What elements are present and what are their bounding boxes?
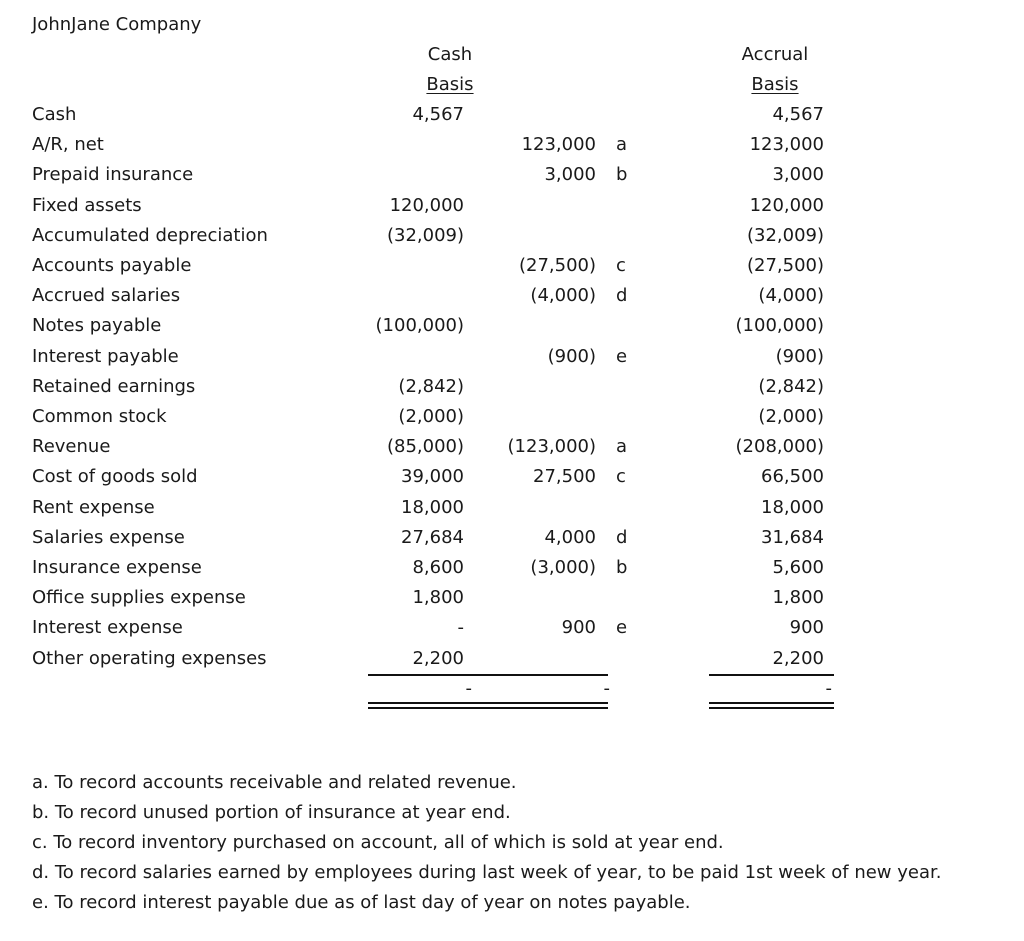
account-label: Interest expense — [32, 617, 183, 638]
accrual-basis-header-1: Accrual — [741, 44, 809, 65]
account-label: Retained earnings — [32, 376, 196, 397]
account-label: Revenue — [32, 436, 111, 457]
adjustment-ref: a — [616, 436, 628, 457]
note-d: d. To record salaries earned by employees during last week of year, to be paid 1st week of new year. — [32, 862, 942, 883]
cash-basis-value: (2,000) — [398, 406, 464, 427]
account-label: Rent expense — [32, 497, 155, 518]
accrual-basis-value: 2,200 — [772, 648, 824, 669]
cash-basis-value: - — [457, 617, 464, 638]
account-label: Accumulated depreciation — [32, 225, 268, 246]
cash-basis-value: (2,842) — [398, 376, 464, 397]
accrual-basis-value: (208,000) — [735, 436, 824, 457]
account-label: Cost of goods sold — [32, 466, 198, 487]
adjustment-ref: d — [616, 527, 628, 548]
adjustment-value: (27,500) — [518, 255, 596, 276]
double-rule-bottom — [368, 707, 608, 709]
adjustment-value: 27,500 — [533, 466, 596, 487]
account-label: Cash — [32, 104, 77, 125]
account-label: Other operating expenses — [32, 648, 267, 669]
note-c: c. To record inventory purchased on account, all of which is sold at year end. — [32, 832, 724, 853]
accrual-double-rule-top — [709, 702, 834, 704]
cash-basis-value: 8,600 — [412, 557, 464, 578]
account-label: Office supplies expense — [32, 587, 246, 608]
cash-basis-value: (32,009) — [386, 225, 464, 246]
accrual-basis-value: (32,009) — [746, 225, 824, 246]
accrual-basis-value: (4,000) — [758, 285, 824, 306]
cash-basis-value: 27,684 — [401, 527, 464, 548]
accrual-basis-value: 3,000 — [772, 164, 824, 185]
account-label: A/R, net — [32, 134, 104, 155]
accrual-basis-value: 66,500 — [761, 466, 824, 487]
adjustment-ref: b — [616, 164, 628, 185]
adjustment-value: 3,000 — [544, 164, 596, 185]
account-label: Prepaid insurance — [32, 164, 194, 185]
note-e: e. To record interest payable due as of last day of year on notes payable. — [32, 892, 691, 913]
account-label: Fixed assets — [32, 195, 142, 216]
adjustment-value: (3,000) — [530, 557, 596, 578]
account-label: Accrued salaries — [32, 285, 181, 306]
adjustment-ref: c — [616, 255, 626, 276]
account-label: Common stock — [32, 406, 167, 427]
accrual-basis-value: 123,000 — [749, 134, 824, 155]
double-rule-top — [368, 702, 608, 704]
note-b: b. To record unused portion of insurance at year end. — [32, 802, 511, 823]
cash-basis-value: 18,000 — [401, 497, 464, 518]
accrual-basis-value: (2,842) — [758, 376, 824, 397]
adjustment-ref: c — [616, 466, 626, 487]
accrual-basis-value: 31,684 — [761, 527, 824, 548]
account-label: Insurance expense — [32, 557, 202, 578]
cash-basis-value: 39,000 — [401, 466, 464, 487]
adjustment-ref: e — [616, 346, 628, 367]
company-title: JohnJane Company — [32, 14, 202, 35]
accrual-basis-value: 120,000 — [749, 195, 824, 216]
accrual-basis-value: 5,600 — [772, 557, 824, 578]
cash-basis-value: 120,000 — [389, 195, 464, 216]
cash-basis-value: 1,800 — [412, 587, 464, 608]
note-a: a. To record accounts receivable and related revenue. — [32, 772, 517, 793]
account-label: Interest payable — [32, 346, 179, 367]
accrual-basis-value: (900) — [775, 346, 824, 367]
adjustment-ref: b — [616, 557, 628, 578]
subtotal-rule — [368, 674, 608, 676]
adj-total: - — [603, 678, 610, 699]
accrual-double-rule-bottom — [709, 707, 834, 709]
account-label: Accounts payable — [32, 255, 192, 276]
account-label: Notes payable — [32, 315, 162, 336]
adjustment-value: 123,000 — [521, 134, 596, 155]
accrual-basis-value: (100,000) — [735, 315, 824, 336]
accrual-basis-value: 4,567 — [772, 104, 824, 125]
accrual-basis-header-2: Basis — [751, 74, 799, 95]
cash-total: - — [465, 678, 472, 699]
cash-basis-value: 2,200 — [412, 648, 464, 669]
cash-basis-value: 4,567 — [412, 104, 464, 125]
accrual-basis-value: (27,500) — [746, 255, 824, 276]
adjustment-value: 4,000 — [544, 527, 596, 548]
adjustment-value: 900 — [561, 617, 596, 638]
cash-basis-header-1: Cash — [427, 44, 473, 65]
accrual-basis-value: 900 — [789, 617, 824, 638]
adjustment-ref: e — [616, 617, 628, 638]
accrual-total: - — [825, 678, 832, 699]
adjustment-ref: d — [616, 285, 628, 306]
accrual-basis-value: 1,800 — [772, 587, 824, 608]
adjustment-ref: a — [616, 134, 628, 155]
adjustment-value: (4,000) — [530, 285, 596, 306]
cash-basis-header-2: Basis — [426, 74, 474, 95]
account-label: Salaries expense — [32, 527, 185, 548]
accrual-basis-value: 18,000 — [761, 497, 824, 518]
cash-basis-value: (100,000) — [375, 315, 464, 336]
accrual-subtotal-rule — [709, 674, 834, 676]
adjustment-value: (900) — [547, 346, 596, 367]
accrual-basis-value: (2,000) — [758, 406, 824, 427]
adjustment-value: (123,000) — [507, 436, 596, 457]
cash-basis-value: (85,000) — [386, 436, 464, 457]
